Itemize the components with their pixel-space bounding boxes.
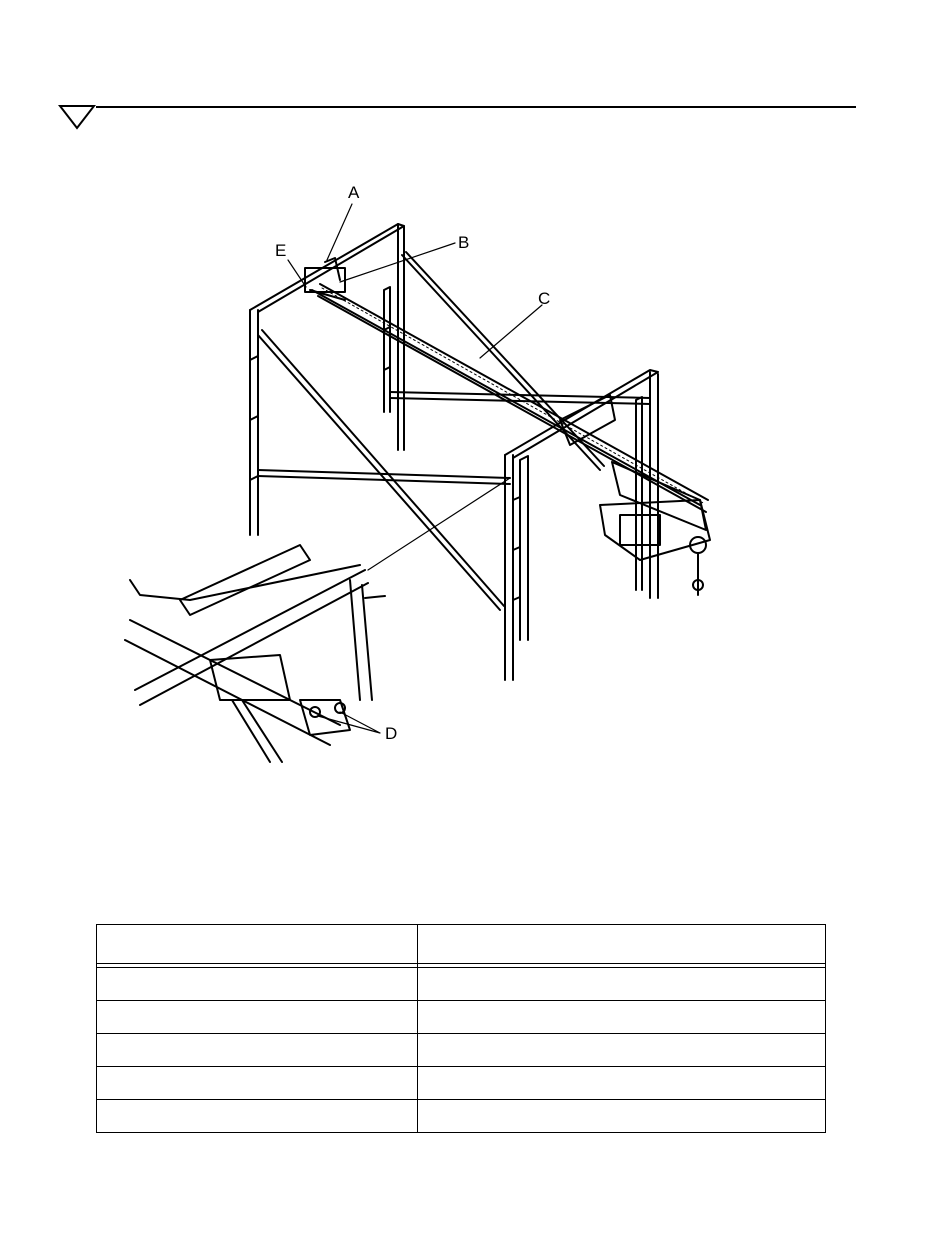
parts-table — [96, 924, 826, 1133]
table-row — [97, 1067, 826, 1100]
table-header-cell — [97, 925, 418, 964]
table-cell — [418, 1001, 826, 1034]
table-row — [97, 1001, 826, 1034]
table-cell — [97, 1001, 418, 1034]
table-cell — [97, 1034, 418, 1067]
table-cell — [97, 1067, 418, 1100]
table-cell — [97, 1100, 418, 1133]
table-row — [97, 1100, 826, 1133]
table-cell — [418, 1100, 826, 1133]
table-cell — [418, 1034, 826, 1067]
table-header-row — [97, 925, 826, 964]
table-row — [97, 968, 826, 1001]
callout-e: E — [275, 241, 287, 260]
callout-a: A — [348, 183, 360, 202]
table-row — [97, 1034, 826, 1067]
callout-c: C — [538, 289, 551, 308]
callout-b: B — [458, 233, 470, 252]
table-header-cell — [418, 925, 826, 964]
table-cell — [97, 968, 418, 1001]
table-cell — [418, 968, 826, 1001]
table-cell — [418, 1067, 826, 1100]
callout-d: D — [385, 724, 398, 743]
